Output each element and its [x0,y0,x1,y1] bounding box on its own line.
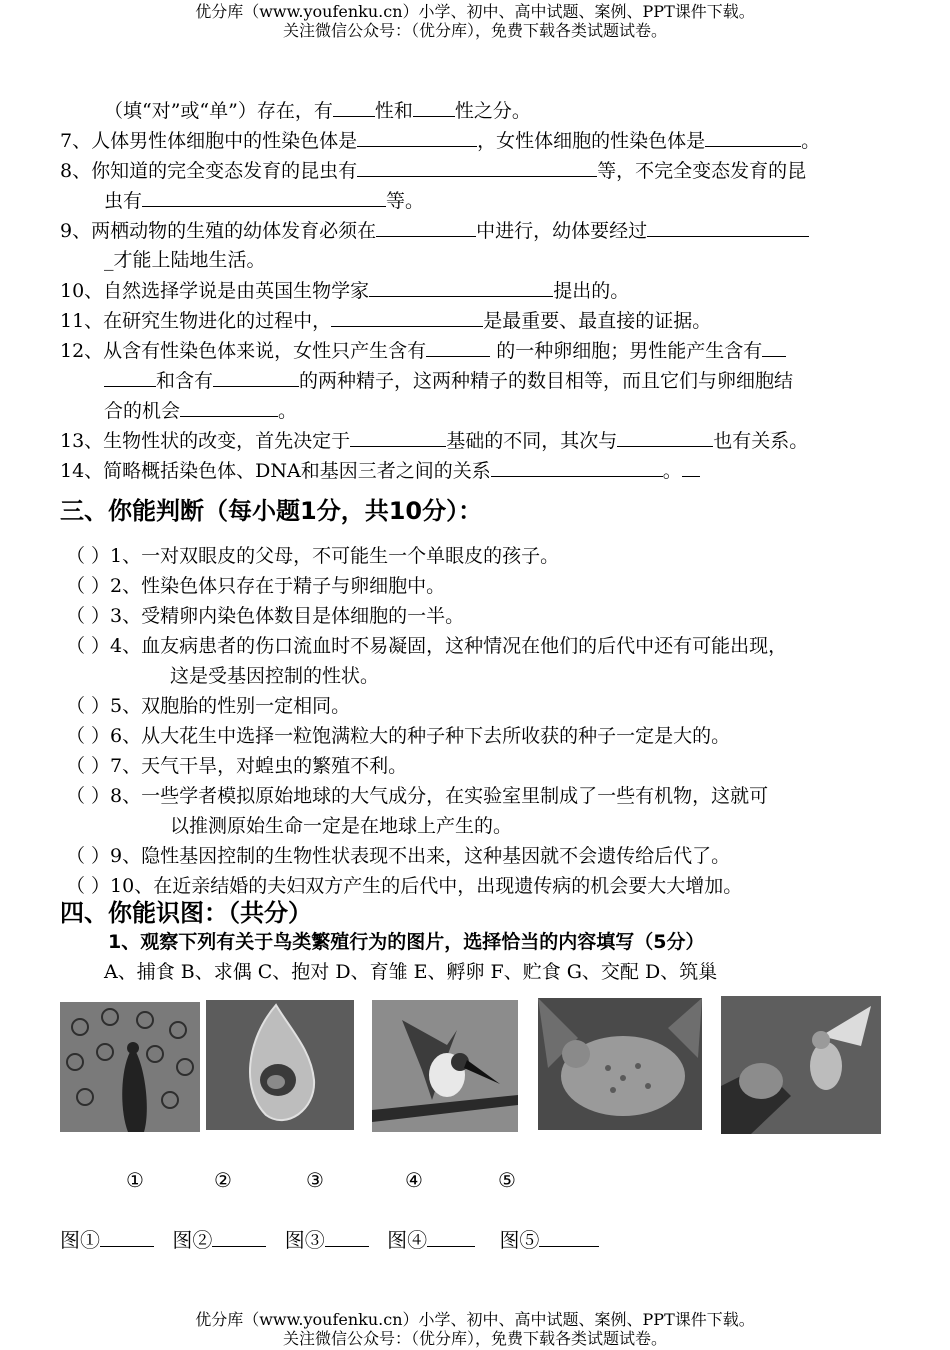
answer-blank[interactable] [213,368,299,387]
question-14: 14、简略概括染色体、DNA和基因三者之间的关系 。 [60,458,700,483]
answer-blank[interactable] [100,1228,154,1247]
question-6-continued: （填“对”或“单”）存在，有 性和 性之分。 [104,100,531,122]
feeding-chicks-photo [721,996,881,1134]
judge-item-3[interactable]: （ ）3、受精卵内染色体数目是体细胞的一半。 [66,605,465,627]
judge-item-4[interactable]: （ ）4、血友病患者的伤口流血时不易凝固，这种情况在他们的后代中还有可能出现， [66,635,788,657]
question-7: 7、人体男性体细胞中的性染色体是 ，女性体细胞的性染色体是 。 [60,130,821,152]
answer-options: A、捕食 B、求偶 C、抱对 D、育雏 E、孵卵 F、贮食 G、交配 D、筑巢 [104,961,718,983]
answer-blank[interactable] [357,128,477,147]
answer-blank[interactable] [491,458,663,477]
answer-blank[interactable] [350,428,446,447]
weaver-nest-photo [206,1000,354,1130]
answer-blank[interactable] [325,1228,369,1247]
figure-number-4: ④ [405,1168,423,1192]
page-header-line2: 关注微信公众号：（优分库），免费下载各类试题试卷。 [282,21,667,40]
judge-item-1[interactable]: （ ）1、一对双眼皮的父母，不可能生一个单眼皮的孩子。 [66,545,560,567]
answer-blank[interactable] [647,218,809,237]
answer-blank[interactable] [212,1228,266,1247]
judge-item-5[interactable]: （ ）5、双胞胎的性别一定相同。 [66,695,351,717]
question-13: 13、生物性状的改变，首先决定于 基础的不同，其次与 也有关系。 [60,430,809,452]
answer-blank[interactable] [369,278,553,297]
figure-number-1: ① [126,1168,144,1192]
page-footer-line1: 优分库（www.youfenku.cn）小学、初中、高中试题、案例、PPT课件下载。 [195,1310,755,1329]
judge-item-6[interactable]: （ ）6、从大花生中选择一粒饱满粒大的种子种下去所收获的种子一定是大的。 [66,725,731,747]
answer-blank[interactable] [104,368,156,387]
answer-blank[interactable] [413,98,455,117]
peacock-photo [60,1002,200,1132]
page-header-line1: 优分库（www.youfenku.cn）小学、初中、高中试题、案例、PPT课件下载。 [195,2,755,21]
judge-item-4-cont: 这是受基因控制的性状。 [170,665,380,687]
kingfisher-photo [372,1000,518,1132]
answer-blank[interactable] [180,398,278,417]
question-9: 9、两栖动物的生殖的幼体发育必须在 中进行，幼体要经过 [60,218,809,243]
answer-blank[interactable] [762,338,786,357]
judge-item-10[interactable]: （ ）10、在近亲结婚的夫妇双方产生的后代中，出现遗传病的机会要大大增加。 [66,875,743,897]
answer-blank[interactable] [427,1228,475,1247]
answer-blank[interactable] [331,308,483,327]
figure-number-2: ② [214,1168,232,1192]
page-footer-line2: 关注微信公众号：（优分库），免费下载各类试题试卷。 [282,1329,667,1348]
figure-number-5: ⑤ [498,1168,516,1192]
judge-item-7[interactable]: （ ）7、天气干旱，对蝗虫的繁殖不利。 [66,755,408,777]
answer-blank[interactable] [426,338,490,357]
question-12-line3: 合的机会 。 [104,400,298,422]
answer-row: 图① 图② 图③ 图④ 图⑤ [60,1228,599,1252]
answer-blank[interactable] [617,428,713,447]
section-4-title: 四、你能识图：（共分） [60,899,312,927]
question-8: 8、你知道的完全变态发育的昆虫有 等，不完全变态发育的昆 [60,160,807,182]
question-8-line2: 虫有 等。 [104,190,425,212]
question-10: 10、自然选择学说是由英国生物学家 提出的。 [60,280,630,302]
question-12-line2: 和含有 的两种精子，这两种精子的数目相等，而且它们与卵细胞结 [104,368,793,393]
judge-item-8[interactable]: （ ）8、一些学者模拟原始地球的大气成分，在实验室里制成了一些有机物，这就可 [66,785,769,807]
figure-number-3: ③ [306,1168,324,1192]
question-11: 11、在研究生物进化的过程中， 是最重要、最直接的证据。 [60,310,712,332]
judge-item-8-cont: 以推测原始生命一定是在地球上产生的。 [170,815,513,837]
answer-blank[interactable] [705,128,801,147]
question-12: 12、从含有性染色体来说，女性只产生含有 的一种卵细胞；男性能产生含有 [60,338,786,363]
incubating-bird-photo [538,998,702,1130]
judge-item-9[interactable]: （ ）9、隐性基因控制的生物性状表现不出来，这种基因就不会遗传给后代了。 [66,845,731,867]
answer-blank[interactable] [376,218,476,237]
judge-item-2[interactable]: （ ）2、性染色体只存在于精子与卵细胞中。 [66,575,446,597]
answer-blank[interactable] [357,158,597,177]
answer-blank[interactable] [539,1228,599,1247]
answer-blank[interactable] [142,188,386,207]
answer-blank[interactable] [333,98,375,117]
section-3-title: 三、你能判断（每小题1分，共10分）： [60,497,483,525]
question-4-1-title: 1、观察下列有关于鸟类繁殖行为的图片，选择恰当的内容填写（5分） [108,931,705,953]
question-9-line2: _才能上陆地生活。 [104,249,266,271]
